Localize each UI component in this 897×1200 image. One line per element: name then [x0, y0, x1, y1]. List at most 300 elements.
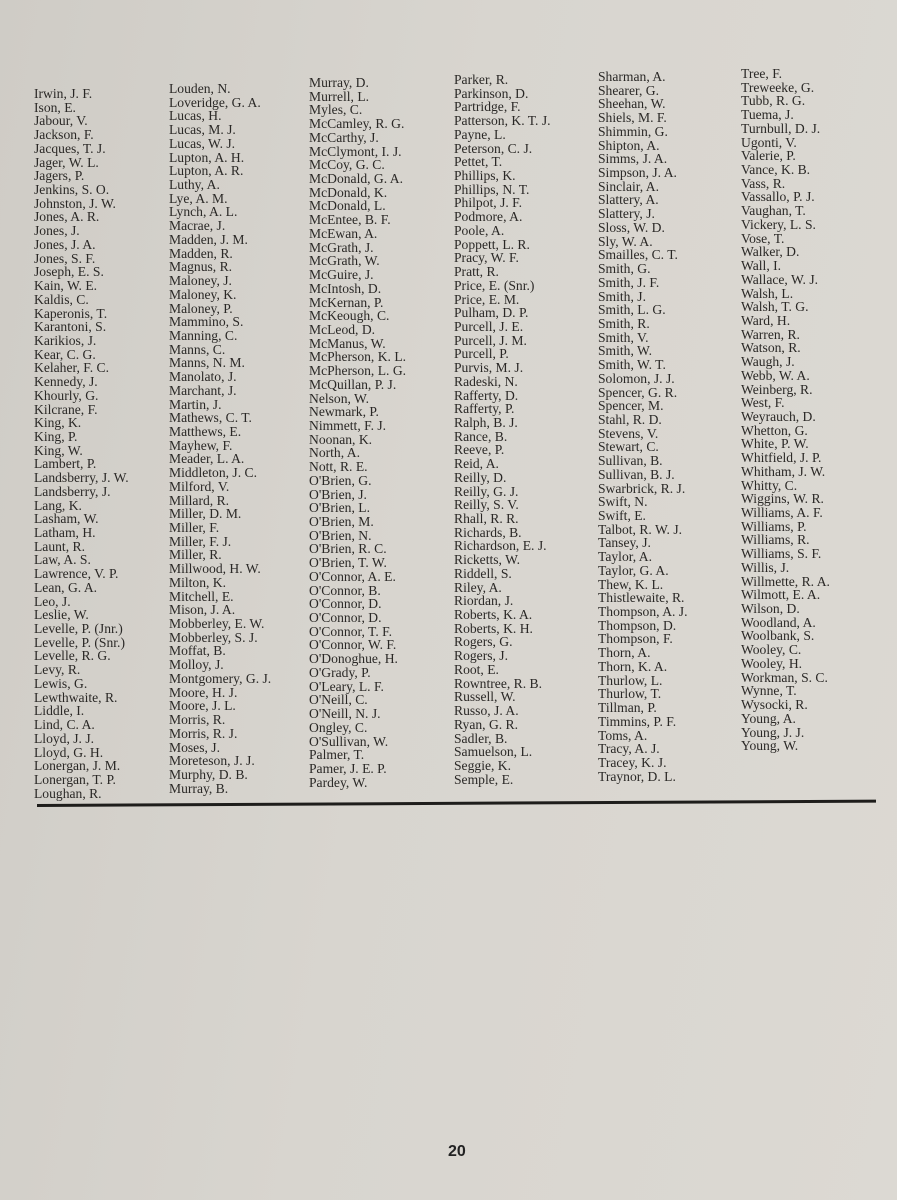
name-entry: Murray, B.	[169, 780, 229, 796]
name-entry: Thompson, F.	[598, 631, 673, 647]
name-entry: Ongley, C.	[309, 719, 368, 735]
name-entry: O'Grady, P.	[309, 664, 371, 680]
name-entry: Whitfield, J. P.	[741, 450, 822, 466]
name-entry: Shearer, G.	[598, 82, 659, 98]
name-entry: Richards, B.	[454, 524, 522, 540]
name-entry: Waugh, J.	[741, 354, 795, 370]
name-entry: Semple, E.	[454, 771, 514, 787]
name-entry: Stevens, V.	[598, 425, 659, 441]
name-entry: Willmette, R. A.	[741, 573, 830, 589]
name-entry: Pamer, J. E. P.	[309, 760, 387, 776]
name-entry: Lonergan, T. P.	[34, 771, 116, 787]
name-entry: Levelle, P. (Jnr.)	[34, 621, 123, 637]
name-entry: McGrath, W.	[309, 253, 380, 269]
name-entry: McPherson, K. L.	[309, 349, 407, 365]
name-entry: Pulham, D. P.	[454, 305, 529, 321]
name-entry: Radeski, N.	[454, 373, 518, 389]
name-entry: Young, J. J.	[741, 724, 805, 740]
name-entry: Lye, A. M.	[169, 190, 228, 206]
name-entry: McGrath, J.	[309, 239, 374, 255]
name-entry: Launt, R.	[34, 538, 85, 554]
name-entry: Walsh, T. G.	[741, 299, 809, 315]
name-entry: Sly, W. A.	[598, 233, 653, 249]
name-entry: Whitham, J. W.	[741, 463, 826, 479]
name-entry: Molloy, J.	[169, 657, 224, 673]
name-entry: Purcell, J. E.	[454, 318, 524, 334]
name-entry: McPherson, L. G.	[309, 363, 407, 379]
name-entry: Nott, R. E.	[309, 459, 368, 475]
name-entry: Sloss, W. D.	[598, 219, 665, 235]
name-entry: Liddle, I.	[34, 703, 85, 719]
name-column-3	[309, 76, 406, 789]
name-entry: Manns, N. M.	[169, 355, 245, 371]
name-entry: Purcell, P.	[454, 346, 509, 362]
name-entry: Irwin, J. F.	[34, 86, 93, 101]
name-entry: Wysocki, R.	[741, 697, 808, 713]
name-entry: Shiels, M. F.	[598, 110, 667, 126]
name-entry: Lean, G. A.	[34, 579, 98, 595]
name-entry: Levy, R.	[34, 662, 81, 678]
name-entry: Levelle, P. (Snr.)	[34, 634, 125, 650]
name-entry: Maloney, K.	[169, 286, 237, 302]
name-entry: Tansey, J.	[598, 535, 651, 551]
name-entry: Jabour, V.	[34, 113, 88, 129]
name-entry: Lloyd, J. J.	[34, 730, 95, 746]
name-entry: Lucas, W. J.	[169, 135, 236, 151]
horizontal-rule	[37, 800, 876, 807]
name-entry: Kelaher, F. C.	[34, 360, 110, 376]
name-entry: Vass, R.	[741, 175, 786, 191]
name-entry: Roberts, K. A.	[454, 607, 533, 623]
name-entry: Mobberley, S. J.	[169, 629, 258, 645]
name-entry: Smith, W.	[598, 343, 653, 359]
name-entry: Smailles, C. T.	[598, 247, 678, 263]
name-entry: Roberts, K. H.	[454, 620, 533, 636]
name-entry: Poole, A.	[454, 222, 505, 238]
name-entry: Lewthwaite, R.	[34, 689, 118, 705]
name-entry: Thorn, K. A.	[598, 658, 668, 674]
name-entry: Timmins, P. F.	[598, 713, 677, 729]
name-column-6	[741, 67, 830, 753]
name-entry: Pettet, T.	[454, 154, 503, 170]
name-entry: Wooley, C.	[741, 642, 802, 658]
name-entry: Jones, J. A.	[34, 236, 96, 252]
name-entry: Taylor, A.	[598, 549, 653, 565]
name-entry: Rogers, G.	[454, 634, 513, 650]
name-entry: Martin, J.	[169, 396, 222, 412]
name-entry: Miller, F. J.	[169, 533, 232, 549]
name-column-4	[454, 73, 551, 786]
name-entry: Landsberry, J. W.	[34, 470, 129, 486]
name-entry: Latham, H.	[34, 525, 96, 540]
name-entry: Samuelson, L.	[454, 744, 533, 760]
name-entry: Lucas, M. J.	[169, 122, 236, 138]
name-entry: Joseph, E. S.	[34, 264, 104, 280]
name-entry: Reilly, G. J.	[454, 483, 519, 499]
name-entry: Jacques, T. J.	[34, 140, 106, 156]
name-entry: Nimmett, F. J.	[309, 417, 387, 433]
name-entry: Manolato, J.	[169, 369, 237, 385]
name-entry: Philpot, J. F.	[454, 195, 523, 211]
name-entry: Patterson, K. T. J.	[454, 113, 551, 129]
name-entry: Moore, H. J.	[169, 684, 238, 700]
name-entry: O'Sullivan, W.	[309, 733, 389, 749]
name-entry: North, A.	[309, 445, 360, 461]
name-entry: Smith, V.	[598, 329, 649, 345]
name-column-2	[169, 82, 271, 795]
name-entry: O'Donoghue, H.	[309, 651, 398, 667]
name-entry: Tuema, J.	[741, 107, 794, 123]
page-number: 20	[448, 1143, 466, 1160]
name-entry: Lucas, H.	[169, 108, 222, 124]
name-entry: Williams, A. F.	[741, 505, 823, 520]
name-entry: O'Brien, J.	[309, 486, 367, 502]
name-entry: Montgomery, G. J.	[169, 670, 272, 686]
name-entry: Ugonti, V.	[741, 134, 797, 150]
name-entry: Vassallo, P. J.	[741, 189, 815, 205]
name-entry: Johnston, J. W.	[34, 195, 116, 211]
name-entry: Rafferty, D.	[454, 387, 519, 403]
name-entry: Mison, J. A.	[169, 602, 236, 618]
name-entry: Lewis, G.	[34, 675, 88, 691]
name-entry: Toms, A.	[598, 727, 648, 743]
name-entry: Kaperonis, T.	[34, 305, 108, 321]
name-entry: Milford, V.	[169, 478, 230, 494]
name-entry: Valerie, P.	[741, 148, 796, 164]
name-entry: Macrae, J.	[169, 218, 226, 234]
name-entry: Pracy, W. F.	[454, 250, 519, 266]
name-entry: Leo, J.	[34, 593, 71, 609]
name-entry: Richardson, E. J.	[454, 538, 547, 554]
name-entry: Vance, K. B.	[741, 162, 811, 178]
name-entry: Pardey, W.	[309, 774, 368, 790]
name-entry: Jones, A. R.	[34, 209, 100, 225]
name-entry: Traynor, D. L.	[598, 768, 676, 784]
name-entry: Tillman, P.	[598, 700, 657, 716]
name-entry: Swift, N.	[598, 494, 648, 510]
name-entry: McCamley, R. G.	[309, 116, 405, 132]
name-entry: Root, E.	[454, 661, 499, 677]
name-entry: Turnbull, D. J.	[741, 120, 821, 136]
name-entry: Karantoni, S.	[34, 319, 107, 335]
name-entry: Murphy, D. B.	[169, 766, 248, 782]
name-entry: Loughan, R.	[34, 785, 102, 801]
name-entry: Thorn, A.	[598, 645, 651, 661]
name-entry: Smith, J.	[598, 288, 646, 304]
name-entry: O'Brien, T. W.	[309, 555, 387, 571]
name-entry: Lynch, A. L.	[169, 204, 238, 220]
name-entry: Jenkins, S. O.	[34, 182, 110, 198]
name-entry: Lind, C. A.	[34, 717, 95, 733]
name-entry: Sharman, A.	[598, 69, 666, 84]
name-entry: Smith, W. T.	[598, 357, 666, 373]
name-entry: Sullivan, B. J.	[598, 466, 675, 482]
name-entry: Vickery, L. S.	[741, 216, 816, 232]
name-entry: Swarbrick, R. J.	[598, 480, 686, 496]
name-entry: Rance, B.	[454, 428, 508, 444]
name-entry: Law, A. S.	[34, 552, 91, 568]
name-entry: McCarthy, J.	[309, 129, 379, 145]
name-entry: Talbot, R. W. J.	[598, 521, 683, 537]
name-entry: Luthy, A.	[169, 177, 220, 193]
name-entry: Ryan, G. R.	[454, 716, 519, 732]
name-entry: Lasham, W.	[34, 511, 99, 527]
name-entry: McDonald, K.	[309, 184, 388, 200]
name-entry: Spencer, M.	[598, 398, 664, 414]
name-entry: Williams, R.	[741, 532, 810, 548]
name-entry: Murrell, L.	[309, 88, 370, 104]
name-entry: McClymont, I. J.	[309, 143, 402, 159]
name-entry: Reilly, S. V.	[454, 497, 519, 513]
name-entry: Webb, W. A.	[741, 367, 810, 383]
name-entry: Taylor, G. A.	[598, 562, 669, 578]
name-entry: Thompson, D.	[598, 617, 677, 633]
name-entry: Noonan, K.	[309, 431, 373, 447]
name-entry: Levelle, R. G.	[34, 648, 111, 664]
name-entry: O'Connor, A. E.	[309, 568, 396, 584]
name-entry: Landsberry, J.	[34, 483, 111, 499]
name-entry: Thompson, A. J.	[598, 604, 688, 620]
name-entry: Magnus, R.	[169, 259, 233, 275]
name-entry: Warren, R.	[741, 326, 800, 342]
name-entry: Reilly, D.	[454, 469, 507, 485]
name-entry: Miller, R.	[169, 547, 222, 563]
name-entry: Jones, J.	[34, 223, 80, 239]
name-entry: Payne, L.	[454, 126, 506, 142]
name-entry: West, F.	[741, 395, 785, 411]
name-entry: Whetton, G.	[741, 422, 808, 438]
name-entry: Kaldis, C.	[34, 291, 89, 307]
name-entry: Miller, D. M.	[169, 506, 242, 522]
name-entry: Mathews, C. T.	[169, 410, 252, 426]
name-entry: Myles, C.	[309, 102, 363, 118]
name-entry: Louden, N.	[169, 81, 231, 96]
name-entry: Karikios, J.	[34, 332, 97, 348]
name-entry: Peterson, C. J.	[454, 140, 533, 156]
name-entry: Madden, J. M.	[169, 231, 248, 247]
name-entry: Manning, C.	[169, 327, 238, 343]
name-entry: Pratt, R.	[454, 264, 499, 280]
name-entry: Reeve, P.	[454, 442, 505, 458]
name-entry: Matthews, E.	[169, 423, 242, 439]
name-entry: Young, W.	[741, 738, 799, 754]
name-entry: Partridge, F.	[454, 99, 521, 115]
name-entry: Solomon, J. J.	[598, 370, 675, 386]
name-entry: Mammino, S.	[169, 314, 244, 330]
name-entry: Poppett, L. R.	[454, 236, 530, 252]
name-entry: Price, E. M.	[454, 291, 520, 307]
name-entry: Ward, H.	[741, 312, 791, 328]
name-entry: Wynne, T.	[741, 683, 797, 699]
name-entry: Ricketts, W.	[454, 552, 521, 568]
name-entry: Spencer, G. R.	[598, 384, 678, 400]
name-entry: Walsh, L.	[741, 285, 794, 301]
name-entry: Phillips, K.	[454, 168, 516, 184]
name-entry: McEntee, B. F.	[309, 212, 391, 228]
name-entry: O'Brien, R. C.	[309, 541, 387, 557]
name-entry: Miller, F.	[169, 520, 220, 535]
name-entry: Shimmin, G.	[598, 123, 668, 139]
name-entry: Milton, K.	[169, 574, 227, 590]
name-entry: Palmer, T.	[309, 747, 365, 763]
name-entry: Treweeke, G.	[741, 79, 815, 95]
name-entry: McEwan, A.	[309, 225, 378, 241]
name-entry: Tree, F.	[741, 66, 783, 81]
name-entry: Sheehan, W.	[598, 96, 666, 112]
name-entry: Simpson, J. A.	[598, 165, 677, 181]
name-column-5	[598, 70, 688, 783]
name-entry: Jackson, F.	[34, 127, 94, 143]
name-entry: McIntosh, D.	[309, 280, 382, 296]
name-entry: Thurlow, L.	[598, 672, 663, 688]
name-entry: White, P. W.	[741, 436, 809, 452]
name-entry: Weinberg, R.	[741, 381, 813, 397]
name-entry: Wallace, W. J.	[741, 271, 819, 287]
name-entry: Jagers, P.	[34, 168, 85, 184]
name-entry: O'Brien, L.	[309, 500, 370, 516]
name-entry: Mobberley, E. W.	[169, 616, 265, 632]
name-entry: Middleton, J. C.	[169, 465, 257, 481]
name-entry: Millard, R.	[169, 492, 230, 508]
name-entry: O'Neill, C.	[309, 692, 368, 708]
name-entry: Vose, T.	[741, 230, 785, 246]
name-entry: Rafferty, P.	[454, 401, 515, 417]
name-entry: Wooley, H.	[741, 655, 803, 671]
name-entry: Lloyd, G. H.	[34, 744, 104, 760]
name-entry: Price, E. (Snr.)	[454, 277, 535, 293]
name-entry: Lonergan, J. M.	[34, 758, 121, 774]
name-entry: McGuire, J.	[309, 267, 374, 283]
name-entry: Swift, E.	[598, 508, 646, 523]
name-entry: Moreteson, J. J.	[169, 753, 255, 769]
name-entry: O'Connor, W. F.	[309, 637, 397, 653]
name-entry: Mitchell, E.	[169, 588, 234, 604]
name-entry: O'Connor, B.	[309, 582, 381, 598]
name-entry: Parker, R.	[454, 72, 509, 87]
name-entry: Smith, L. G.	[598, 302, 666, 318]
name-entry: McKeough, C.	[309, 308, 390, 324]
name-entry: Nelson, W.	[309, 390, 370, 406]
name-entry: Kain, W. E.	[34, 278, 98, 294]
name-entry: Wilmott, E. A.	[741, 587, 821, 603]
name-entry: Williams, P.	[741, 518, 807, 534]
name-entry: Jager, W. L.	[34, 154, 99, 170]
name-entry: O'Leary, L. F.	[309, 678, 384, 694]
name-entry: Podmore, A.	[454, 209, 523, 225]
name-entry: Riddell, S.	[454, 565, 512, 581]
name-entry: O'Neill, N. J.	[309, 706, 381, 722]
name-entry: King, P.	[34, 428, 78, 444]
name-entry: Newmark, P.	[309, 404, 379, 420]
name-entry: Parkinson, D.	[454, 85, 529, 101]
name-entry: Riley, A.	[454, 579, 502, 595]
name-entry: Stahl, R. D.	[598, 411, 662, 427]
name-entry: Rowntree, R. B.	[454, 675, 542, 691]
name-entry: Willis, J.	[741, 559, 790, 575]
name-entry: McDonald, G. A.	[309, 171, 404, 187]
name-entry: Williams, S. F.	[741, 546, 822, 562]
name-entry: Weyrauch, D.	[741, 408, 816, 424]
name-entry: McKernan, P.	[309, 294, 384, 310]
name-entry: Russell, W.	[454, 689, 516, 705]
name-entry: McDonald, L.	[309, 198, 386, 214]
name-entry: Reid, A.	[454, 456, 499, 472]
name-entry: O'Brien, N.	[309, 527, 372, 543]
name-entry: Kilcrane, F.	[34, 401, 98, 417]
name-entry: McQuillan, P. J.	[309, 376, 397, 392]
name-entry: Ison, E.	[34, 99, 76, 115]
name-entry: Tracey, K. J.	[598, 754, 667, 770]
name-entry: Tracy, A. J.	[598, 741, 660, 757]
name-entry: Smith, G.	[598, 261, 651, 277]
name-entry: Lupton, A. H.	[169, 149, 245, 165]
name-entry: Kennedy, J.	[34, 374, 98, 390]
name-entry: Meader, L. A.	[169, 451, 245, 467]
name-entry: Lambert, P.	[34, 456, 97, 472]
name-entry: Woodland, A.	[741, 614, 816, 630]
name-entry: Sullivan, B.	[598, 453, 663, 469]
name-entry: O'Brien, M.	[309, 514, 374, 529]
name-entry: O'Connor, D.	[309, 596, 382, 612]
name-entry: Rhall, R. R.	[454, 511, 519, 526]
name-entry: Slattery, A.	[598, 192, 659, 208]
name-entry: Phillips, N. T.	[454, 181, 530, 197]
name-entry: Russo, J. A.	[454, 703, 519, 719]
name-entry: Madden, R.	[169, 245, 233, 261]
name-entry: Morris, R. J.	[169, 725, 238, 741]
name-entry: Manns, C.	[169, 341, 226, 357]
name-entry: Simms, J. A.	[598, 151, 668, 167]
name-entry: McLeod, D.	[309, 321, 376, 337]
name-entry: King, W.	[34, 442, 83, 458]
name-entry: O'Brien, G.	[309, 472, 372, 488]
name-entry: Sinclair, A.	[598, 178, 659, 194]
name-entry: McCoy, G. C.	[309, 157, 385, 173]
name-entry: Leslie, W.	[34, 607, 89, 623]
name-entry: Purcell, J. M.	[454, 332, 527, 348]
name-entry: Lang, K.	[34, 497, 82, 513]
name-entry: Millwood, H. W.	[169, 561, 261, 577]
name-entry: Thistlewaite, R.	[598, 590, 685, 606]
name-entry: Young, A.	[741, 710, 796, 726]
name-entry: Shipton, A.	[598, 137, 660, 153]
name-entry: Tubb, R. G.	[741, 93, 806, 109]
name-entry: Smith, J. F.	[598, 274, 660, 290]
name-entry: Sadler, B.	[454, 730, 508, 746]
name-entry: King, K.	[34, 415, 82, 431]
name-entry: O'Connor, D.	[309, 610, 382, 626]
name-entry: Whitty, C.	[741, 477, 798, 493]
name-entry: Wiggins, W. R.	[741, 491, 824, 507]
name-entry: Lupton, A. R.	[169, 163, 244, 179]
name-entry: Vaughan, T.	[741, 203, 806, 219]
name-entry: Jones, S. F.	[34, 250, 96, 266]
name-entry: Thew, K. L.	[598, 576, 664, 592]
name-entry: Purvis, M. J.	[454, 360, 524, 376]
name-entry: Maloney, P.	[169, 300, 233, 316]
name-entry: Walker, D.	[741, 244, 800, 260]
name-entry: Riordan, J.	[454, 593, 514, 609]
name-entry: Stewart, C.	[598, 439, 659, 455]
name-entry: Morris, R.	[169, 712, 226, 728]
name-entry: Loveridge, G. A.	[169, 94, 261, 110]
name-entry: Ralph, B. J.	[454, 414, 518, 430]
name-column-1	[34, 87, 129, 800]
name-entry: Workman, S. C.	[741, 669, 828, 685]
name-entry: Thurlow, T.	[598, 686, 662, 702]
name-entry: Khourly, G.	[34, 387, 99, 403]
name-entry: O'Connor, T. F.	[309, 623, 393, 639]
